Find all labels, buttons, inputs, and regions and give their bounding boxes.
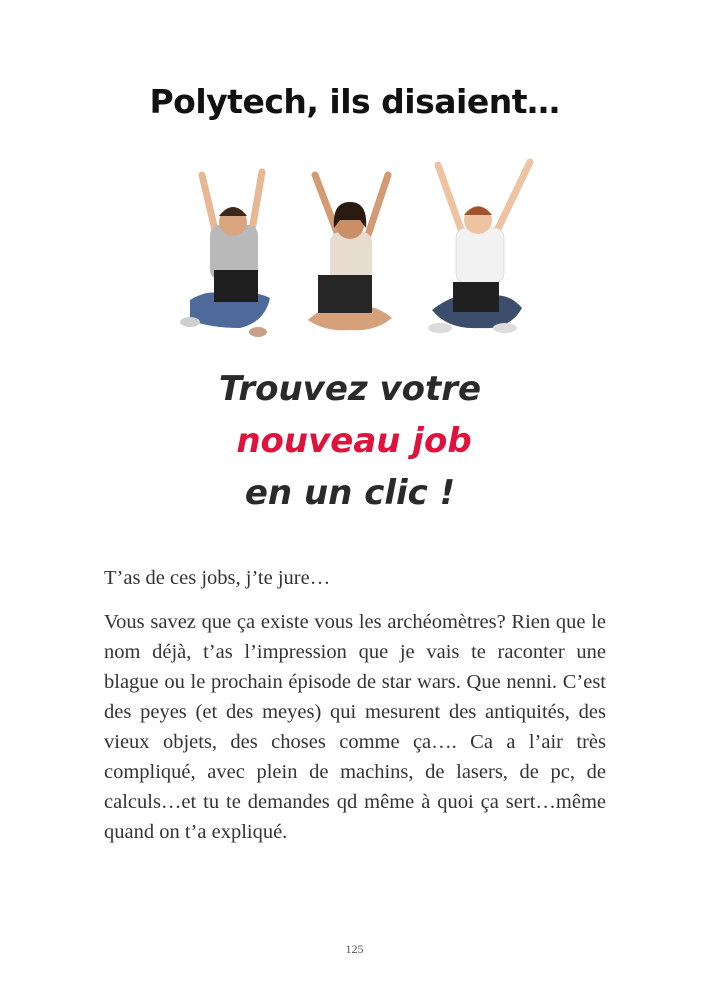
ad-line-2: nouveau job xyxy=(236,421,472,461)
body-text xyxy=(104,563,606,847)
person-left-image xyxy=(180,172,270,337)
ad-line-1: Trouvez votre xyxy=(218,369,482,409)
paragraph-intro: T’as de ces jobs, j’te jure… xyxy=(104,567,331,589)
paragraph-main: Vous savez que ça existe vous les archéomètres? Rien que le nom déjà, t’as l’impression que je vais te raconter une blague ou le prochain épisode de star wars. Que nenni. C’est des peyes (et des meyes) qui mesurent des antiquités, des vieux objets, des choses comme ça…. Ca a l’air très compliqué, avec plein de machins, de lasers, de pc, de calculs…et tu te demandes qd même à quoi ça sert…même quand on t’a expliqué. xyxy=(104,611,606,843)
person-right-image xyxy=(428,162,530,333)
job-ad-illustration xyxy=(170,150,550,530)
page-number: 125 xyxy=(345,942,364,956)
person-middle-image xyxy=(308,175,392,330)
ad-line-3: en un clic ! xyxy=(244,473,456,513)
page-title: Polytech, ils disaient… xyxy=(149,82,560,121)
